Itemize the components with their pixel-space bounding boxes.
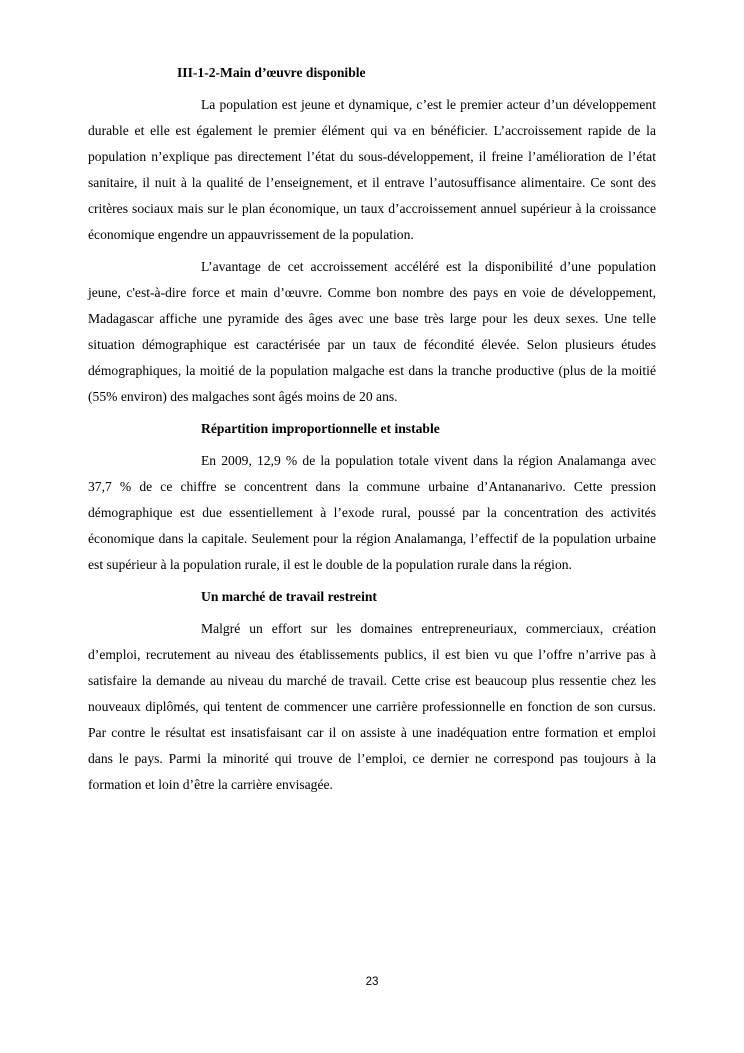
page-number: 23 [365, 976, 379, 988]
paragraph-repartition: En 2009, 12,9 % de la population totale vivent dans la région Analamanga avec 37,7 % de ce chiffre se concentrent dans la commune urbaine d’Antananarivo. Cette pression démographique est due essentiellement à l’exode rural, poussé par la concentration des activités économique dans la capitale. Seulement pour la région Analamanga, l’effectif de la population urbaine est supérieur à la population rurale, il est le double de la population rurale dans la région. [88, 453, 656, 572]
subsection-title-repartition: Répartition improportionnelle et instable [201, 421, 440, 436]
paragraph-population-jeune: La population est jeune et dynamique, c’est le premier acteur d’un développement durable et elle est également le premier élément qui va en bénéficier. L’accroissement rapide de la population n’explique pas directement l’état du sous-développement, il freine l’amélioration de l’état sanitaire, il nuit à la qualité de l’enseignement, et il entrave l’autosuffisance alimentaire. Ce sont des critères sociaux mais sur le plan économique, un taux d’accroissement annuel supérieur à la croissance économique engendre un appauvrissement de la population. [88, 97, 656, 242]
paragraph-avantage-accroissement: L’avantage de cet accroissement accéléré est la disponibilité d’une population jeune, c'est-à-dire force et main d’œuvre. Comme bon nombre des pays en voie de développement, Madagascar affiche une pyramide des âges avec une base très large pour les deux sexes. Une telle situation démographique est caractérisée par un taux de fécondité élevée. Selon plusieurs études démographiques, la moitié de la population malgache est dans la tranche productive (plus de la moitié (55% environ) des malgaches sont âgés moins de 20 ans. [88, 259, 656, 404]
paragraph-marche-travail: Malgré un effort sur les domaines entrepreneuriaux, commerciaux, création d’emploi, recrutement au niveau des établissements publics, il est bien vu que l’offre n’arrive pas à satisfaire la demande au niveau du marché de travail. Cette crise est beaucoup plus ressentie chez les nouveaux diplômés, qui tentent de commencer une carrière professionnelle en fonction de son cursus. Par contre le résultat est insatisfaisant car il on assiste à une inadéquation entre formation et emploi dans le pays. Parmi la minorité qui trouve de l’emploi, ce dernier ne correspond pas toujours à la formation et loin d’être la carrière envisagée. [88, 621, 656, 792]
document-page [88, 60, 656, 804]
section-title: III-1-2-Main d’œuvre disponible [177, 65, 366, 80]
subsection-title-marche-travail: Un marché de travail restreint [201, 589, 377, 604]
